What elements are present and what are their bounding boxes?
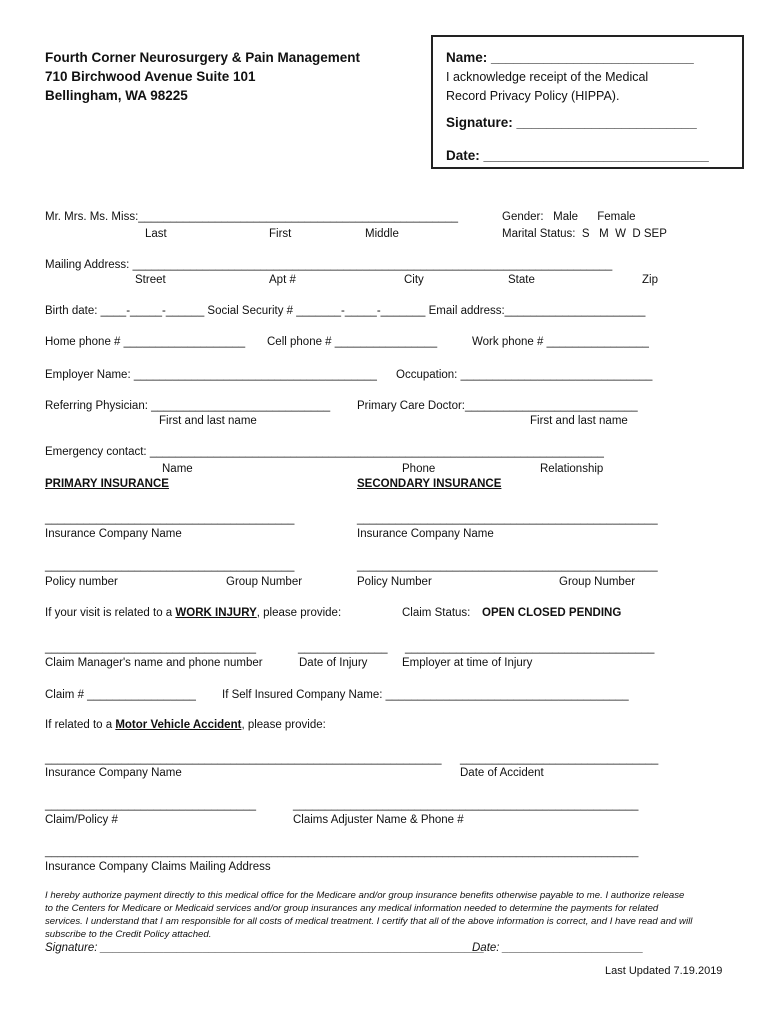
work-injury-emphasis: WORK INJURY — [175, 607, 257, 619]
ack-text-line2: Record Privacy Policy (HIPPA). — [446, 89, 620, 103]
gender-options[interactable]: Gender: Male Female — [502, 211, 636, 223]
sublabel-referring-name: First and last name — [159, 415, 257, 427]
primary-policy-number-label: Policy number — [45, 576, 118, 588]
claims-adjuster-label: Claims Adjuster Name & Phone # — [293, 814, 464, 826]
date-of-injury-label: Date of Injury — [299, 657, 368, 669]
sublabel-emergency-name: Name — [162, 463, 193, 475]
claim-status-options[interactable]: OPEN CLOSED PENDING — [482, 607, 622, 619]
claims-mailing-address-label: Insurance Company Claims Mailing Address — [45, 861, 271, 873]
primary-insurance-company-field[interactable]: _______________________________________ — [45, 513, 295, 525]
sublabel-emergency-phone: Phone — [402, 463, 436, 475]
claim-manager-label: Claim Manager's name and phone number — [45, 657, 263, 669]
motor-vehicle-prompt: If related to a Motor Vehicle Accident, please provide: — [45, 719, 326, 731]
sublabel-street: Street — [135, 274, 166, 286]
secondary-insurance-company-label: Insurance Company Name — [357, 528, 494, 540]
primary-insurance-company-label: Insurance Company Name — [45, 528, 182, 540]
primary-care-doctor-field[interactable]: Primary Care Doctor:___________________________ — [357, 400, 638, 412]
ack-date-field[interactable]: Date: ______________________________ — [446, 148, 709, 163]
claims-adjuster-field[interactable]: ______________________________________________________ — [293, 799, 639, 811]
employer-at-injury-label: Employer at time of Injury — [402, 657, 533, 669]
claims-mailing-address-field[interactable]: _________________________________________________________________________________________________ — [45, 846, 639, 858]
claim-manager-field[interactable]: _________________________________ — [45, 642, 257, 654]
primary-policy-group-field[interactable]: _______________________________________ — [45, 560, 295, 572]
ack-text-line1: I acknowledge receipt of the Medical — [446, 70, 649, 84]
sublabel-last: Last — [145, 228, 167, 240]
sublabel-first: First — [269, 228, 292, 240]
motor-vehicle-emphasis: Motor Vehicle Accident — [115, 719, 242, 731]
sublabel-middle: Middle — [365, 228, 399, 240]
secondary-insurance-heading: SECONDARY INSURANCE — [357, 478, 502, 490]
employer-name-field[interactable]: Employer Name: ______________________________________ — [45, 369, 377, 381]
claim-status-label: Claim Status: — [402, 607, 471, 619]
sublabel-zip: Zip — [642, 274, 658, 286]
ack-name-field[interactable]: Name: ___________________________ — [446, 50, 694, 65]
sublabel-city: City — [404, 274, 424, 286]
authorization-line3: services. I understand that I am responsible for all costs of medical treatment. I certify that all of the above information is correct, and I have read and will — [45, 916, 693, 927]
authorization-date-field[interactable]: Date: ______________________ — [472, 942, 644, 954]
sublabel-state: State — [508, 274, 535, 286]
secondary-insurance-company-field[interactable]: _______________________________________________ — [357, 513, 658, 525]
authorization-line4: subscribe to the Credit Policy attached. — [45, 929, 212, 940]
claim-policy-label: Claim/Policy # — [45, 814, 118, 826]
secondary-policy-group-field[interactable]: _______________________________________________ — [357, 560, 658, 572]
emergency-contact-field[interactable]: Emergency contact: _______________________________________________________________________ — [45, 446, 604, 458]
practice-name: Fourth Corner Neurosurgery & Pain Management — [45, 50, 361, 65]
claim-policy-field[interactable]: _________________________________ — [45, 799, 257, 811]
mva-insurance-company-field[interactable]: ______________________________________________________________ — [45, 753, 442, 765]
primary-group-number-label: Group Number — [226, 576, 303, 588]
occupation-field[interactable]: Occupation: ______________________________ — [396, 369, 653, 381]
mva-insurance-company-label: Insurance Company Name — [45, 767, 182, 779]
home-phone-field[interactable]: Home phone # ___________________ — [45, 336, 246, 348]
sublabel-primary-name: First and last name — [530, 415, 628, 427]
secondary-policy-number-label: Policy Number — [357, 576, 432, 588]
primary-insurance-heading: PRIMARY INSURANCE — [45, 478, 169, 490]
self-insured-company-field[interactable]: If Self Insured Company Name: ______________________________________ — [222, 689, 629, 701]
mailing-address-field[interactable]: Mailing Address: ___________________________________________________________________________ — [45, 259, 613, 271]
cell-phone-field[interactable]: Cell phone # ________________ — [267, 336, 438, 348]
authorization-line2: to the Centers for Medicare or Medicaid services and/or group insurances any medical information needed to determine the payments for related — [45, 903, 659, 914]
referring-physician-field[interactable]: Referring Physician: ____________________________ — [45, 400, 331, 412]
sublabel-apt: Apt # — [269, 274, 296, 286]
employer-at-injury-field[interactable]: _______________________________________ — [405, 642, 655, 654]
sublabel-emergency-relationship: Relationship — [540, 463, 604, 475]
practice-address-line1: 710 Birchwood Avenue Suite 101 — [45, 69, 256, 84]
date-of-accident-field[interactable]: _______________________________ — [460, 753, 659, 765]
practice-address-line2: Bellingham, WA 98225 — [45, 88, 188, 103]
patient-name-field[interactable]: Mr. Mrs. Ms. Miss:__________________________________________________ — [45, 211, 459, 223]
date-of-injury-field[interactable]: ______________ — [298, 642, 388, 654]
authorization-signature-field[interactable]: Signature: ____________________________________________________________ — [45, 942, 485, 954]
date-of-accident-label: Date of Accident — [460, 767, 544, 779]
last-updated-note: Last Updated 7.19.2019 — [605, 965, 723, 977]
claim-number-field[interactable]: Claim # _________________ — [45, 689, 196, 701]
authorization-line1: I hereby authorize payment directly to this medical office for the Medicare and/or group insurance benefits otherwise payable to me. I authorize release — [45, 890, 685, 901]
birth-ssn-email-row[interactable]: Birth date: ____-_____-______ Social Security # _______-_____-_______ Email address:______________________ — [45, 305, 646, 317]
secondary-group-number-label: Group Number — [559, 576, 636, 588]
ack-signature-field[interactable]: Signature: ________________________ — [446, 115, 697, 130]
work-phone-field[interactable]: Work phone # ________________ — [472, 336, 649, 348]
marital-status-options[interactable]: Marital Status: S M W D SEP — [502, 228, 667, 240]
work-injury-prompt: If your visit is related to a WORK INJURY, please provide: — [45, 607, 342, 619]
